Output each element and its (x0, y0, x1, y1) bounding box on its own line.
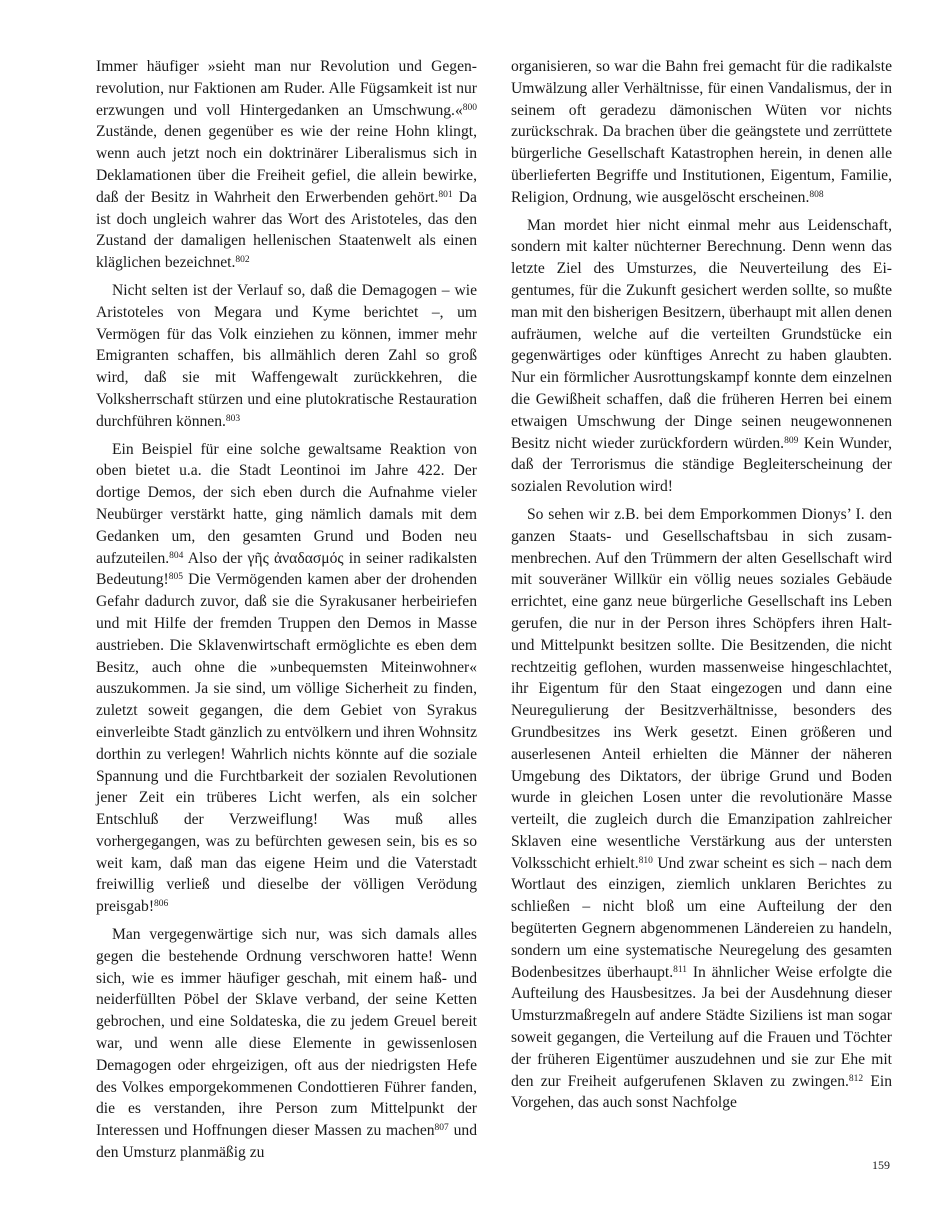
footnote-reference: 807 (434, 1123, 449, 1134)
footnote-reference: 801 (438, 189, 453, 200)
paragraph-text: Also der γῆς ἀναδασμός in seiner radikalsten Bedeutung! (96, 549, 477, 589)
paragraph-text: organisieren, so war die Bahn frei gemacht für die radikalste Umwälzung aller Verhältnisse, für einen Vandalismus, der in seinem oft geradezu dämonischen Wüten vor nichts zurückschrak. Da brachen über die geängstete und zerrüttete bürgerliche Gesellschaft Katastrophen herein, in denen alle überlieferten Begriffe und Institutionen, Eigentum, Familie, Religion, Ordnung, wie ausgelöscht erscheinen. (511, 58, 892, 206)
paragraph-text: So sehen wir z.B. bei dem Emporkommen Dionys’ I. den ganzen Staats- und Gesellschaftsbau in sich zusammenbrechen. Auf den Trümmern der alten Gesellschaft wird mit souveräner Willkür ein völlig neues soziales Gebäude errichtet, eine ganz neue bürgerliche Gesellschaft ins Leben gerufen, die nur in der Person ihres Schöpfers ihren Halt- und Mittelpunkt besitzen sollte. Die Besitzenden, die nicht rechtzeitig geflohen, wurden massenweise hingeschlachtet, ihr Eigentum für den Staat eingezogen und dann eine Neuregulierung der Besitzverhältnisse, besonders des Grundbesitzes ins Werk gesetzt. Einen größeren und auserlesenen Anteil erhielten die Männer der näheren Umgebung des Diktators, der übrige Grund und Boden wurde in gleichen Losen unter die revolutionäre Masse verteilt, die zugleich durch die Emanzipation zahlreicher Sklaven eine wesentliche Verstärkung aus der untersten Volksschicht erhielt. (511, 505, 892, 872)
paragraph (96, 280, 477, 433)
paragraph-text: Man mordet hier nicht einmal mehr aus Leidenschaft, sondern mit kalter nüchterner Berechnung. Denn wenn das letzte Ziel des Umsturzes, die Neuverteilung des Eigentumes, für die Zukunft gesichert werden sollte, so mußte man mit den bisherigen Besitzern, überhaupt mit allen denen aufräumen, welche auf die verteilten Grundstücke ein gegenwärtiges oder künftiges Anrecht zu haben glaubten. Nur ein förmlicher Ausrottungskampf konnte dem einzelnen die Gewißheit schaffen, daß die früheren Herren bei einem etwaigen Umschwung der Dinge seinen neugewonnenen Besitz nicht wieder zurückfordern würden. (511, 216, 892, 452)
footnote-reference: 809 (784, 435, 799, 446)
paragraph-text: Man vergegenwärtige sich nur, was sich damals alles gegen die bestehende Ordnung verschworen hatte! Wenn sich, wie es immer häufiger geschah, mit einem haß- und neiderfüllten Pöbel der Sklave verband, der seine Ketten gebrochen, und eine Soldateska, die zu jedem Greuel bereit war, und wenn alle diese Elemente in gewissenlosen Demagogen oder ehrgeizigen, oft aus der niedrigsten Hefe des Volkes emporgekommenen Condottieren Führer fanden, die es verstanden, ihre Person zum Mittelpunkt der Interessen und Hoffnungen dieser Massen zu machen (96, 926, 477, 1140)
paragraph-text: Zustände, denen gegenüber es wie der reine Hohn klingt, wenn auch jetzt noch ein doktrinärer Liberalismus sich in Deklamationen über die Freiheit gefiel, die allein bewirke, daß der Besitz in Wahrheit den Erwerbenden gehört. (96, 123, 477, 206)
paragraph-text: und den Umsturz planmäßig zu (96, 1122, 477, 1162)
paragraph (511, 56, 892, 209)
paragraph (96, 56, 477, 274)
paragraph (511, 504, 892, 1114)
paragraph-text: Und zwar scheint es sich – nach dem Wortlaut des einzigen, ziemlich unklaren Berichtes zu schließen – nicht bloß um eine Aufteilung der den begüterten Gegnern abgenommenen Ländereien zu handeln, sondern um eine systematische Neuregelung des gesamten Bodenbesitzes überhaupt. (511, 854, 893, 981)
paragraph-text: In ähnlicher Weise erfolgte die Aufteilung des Hausbesitzes. Ja bei der Ausdehnung dieser Umsturzmaßregeln auf andere Städte Siziliens ist man sogar soweit gegangen, die Verteilung auf die Frauen und Töchter der früheren Eigentümer auszudehnen und sie zur Ehe mit den zur Freiheit aufgerufenen Sklaven zu zwingen. (511, 963, 892, 1090)
footnote-reference: 812 (848, 1073, 864, 1084)
right-text-column (511, 56, 892, 1114)
footnote-reference: 802 (235, 255, 250, 266)
footnote-reference: 804 (169, 550, 184, 561)
paragraph-text: Ein Beispiel für eine solche gewaltsame Reaktion von oben bietet u.a. die Stadt Leontinoi im Jahre 422. Der dortige Demos, der sich eben durch die Aufnahme vieler Neubürger verstärkt hatte, ging nämlich damals mit dem Gedanken um, den gesamten Grund und Boden neu aufzuteilen. (96, 440, 477, 567)
footnote-reference: 810 (638, 855, 653, 866)
paragraph-text: Die Vermögenden kamen aber der drohenden Gefahr dadurch zuvor, daß sie die Syrakusaner herbeiriefen und mit Hilfe der fremden Truppen den Demos in Masse austrieben. Die Sklavenwirtschaft ermöglichte es eben dem Besitz, auch ohne die »unbequemsten Miteinwohner« auszukommen. Ja sie sind, um völlige Sicherheit zu finden, zuletzt soweit gegangen, die dem Gebiet von Syrakus einverleibte Stadt gänzlich zu entvölkern und ihren Wohnsitz dorthin zu verlegen! Wahrlich nichts könnte auf die soziale Spannung und die Furchtbarkeit der sozialen Revolutionen jener Zeit ein trüberes Licht werfen, als ein solcher Entschluß der Verzweiflung! Was muß alles vorhergegangen, was zu befürchten gewesen sein, bis es so weit kam, daß man das eigene Heim und die Vaterstadt freiwillig verließ und dieselbe der völligen Verödung preisgab! (96, 571, 477, 916)
paragraph (96, 924, 477, 1164)
footnote-reference: 805 (168, 572, 184, 583)
footnote-reference: 808 (809, 189, 824, 200)
paragraph (96, 439, 477, 919)
paragraph-text: Nicht selten ist der Verlauf so, daß die Demagogen – wie Aristoteles von Megara und Kyme berichtet –, um Vermögen für das Volk einziehen zu können, immer mehr Emigranten schaffen, bis allmählich deren Zahl so groß wird, daß sie mit Waffengewalt zurückkehren, die Volksherrschaft stürzen und eine plutokratische Restauration durchführen können. (96, 281, 477, 430)
paragraph-text: Da ist doch ungleich wahrer das Wort des Aristoteles, das den Zustand der damaligen hellenischen Staatenwelt als einen kläglichen bezeichnet. (96, 188, 477, 272)
paragraph-text: Kein Wunder, daß der Terrorismus die ständige Begleiterscheinung der sozialen Revolution wird! (511, 434, 892, 496)
left-text-column (96, 56, 477, 1164)
footnote-reference: 806 (154, 899, 169, 910)
paragraph-text: Ein Vorgehen, das auch sonst Nachfolge (511, 1072, 893, 1112)
paragraph-text: Immer häufiger »sieht man nur Revolution und Gegenrevolution, nur Faktionen am Ruder. Alle Fügsamkeit ist nur erzwungen und voll Hintergedanken an Umschwung.« (96, 58, 477, 119)
footnote-reference: 811 (673, 964, 688, 975)
footnote-reference: 803 (225, 413, 241, 424)
footnote-reference: 800 (462, 102, 477, 113)
paragraph (511, 215, 892, 498)
page-number: 159 (872, 1158, 890, 1172)
